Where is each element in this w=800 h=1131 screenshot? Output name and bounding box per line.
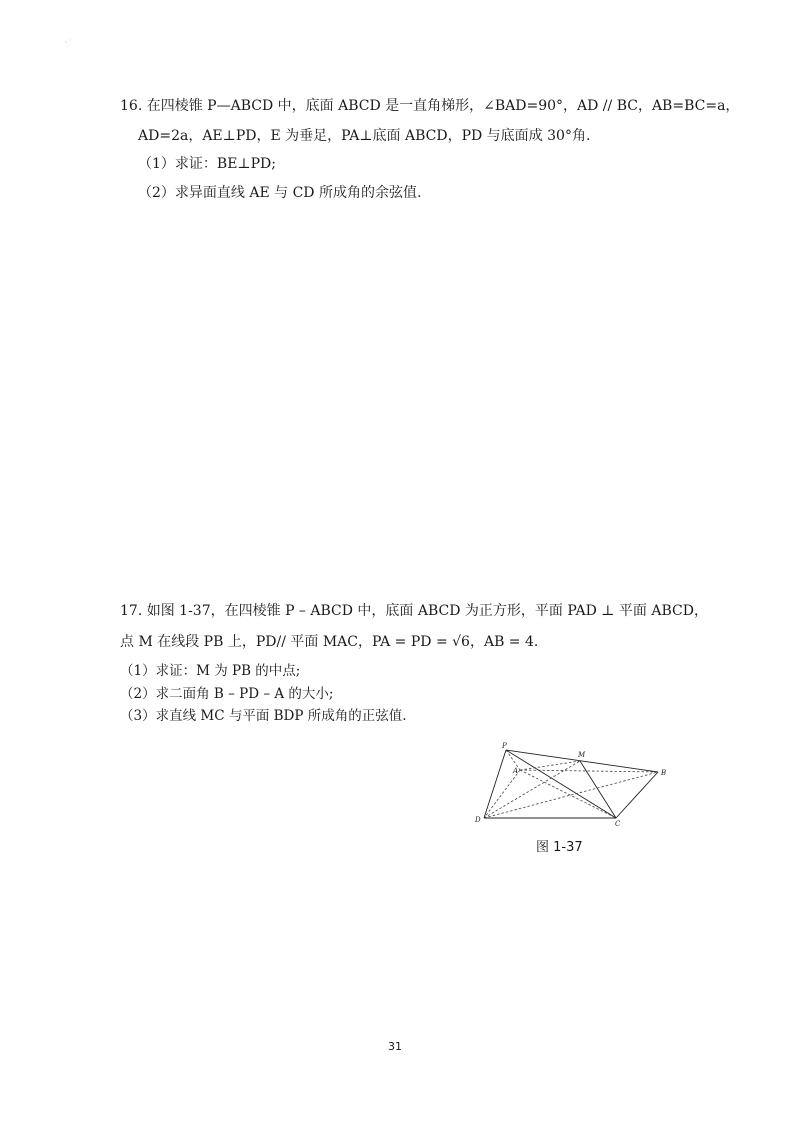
edge-PC (506, 750, 616, 818)
q16-part-1: （1）求证：BE⊥PD; (138, 156, 276, 172)
q16-line-1: 16. 在四棱锥 P—ABCD 中，底面 ABCD 是一直角梯形，∠BAD=90°，AD // BC，AB=BC=a， (120, 98, 740, 114)
q17-line-1: 17. 如图 1-37，在四棱锥 P – ABCD 中，底面 ABCD 为正方形，平面 PAD ⊥ 平面 ABCD， (120, 603, 708, 619)
scan-speck-marks (62, 36, 82, 56)
label-B: B (661, 769, 667, 777)
label-M: M (578, 751, 586, 759)
q17-part-3: （3）求直线 MC 与平面 BDP 所成角的正弦值. (120, 708, 407, 724)
hidden-AM (520, 761, 580, 770)
edge-CB (616, 772, 658, 818)
q17-part-1: （1）求证：M 为 PB 的中点; (120, 663, 301, 679)
label-A: A (513, 767, 519, 775)
hidden-DB (484, 772, 658, 818)
figure-caption: 图 1-37 (536, 840, 583, 855)
hidden-AC (520, 770, 616, 818)
hidden-AD (484, 770, 520, 818)
q17-line-2: 点 M 在线段 PB 上，PD// 平面 MAC，PA = PD = √6，AB = 4. (120, 634, 539, 650)
label-D: D (475, 816, 481, 824)
label-C: C (615, 820, 621, 828)
q16-line-2: AD=2a，AE⊥PD，E 为垂足，PA⊥底面 ABCD，PD 与底面成 30°角. (138, 128, 591, 144)
pyramid-figure (470, 742, 670, 832)
edge-PD (484, 750, 506, 818)
page-number: 31 (388, 1040, 402, 1053)
edge-MC (580, 761, 616, 818)
hidden-DM (484, 761, 580, 818)
q16-part-2: （2）求异面直线 AE 与 CD 所成角的余弦值. (138, 185, 422, 201)
q17-part-2: （2）求二面角 B – PD – A 的大小; (120, 686, 334, 702)
label-P: P (502, 742, 507, 750)
